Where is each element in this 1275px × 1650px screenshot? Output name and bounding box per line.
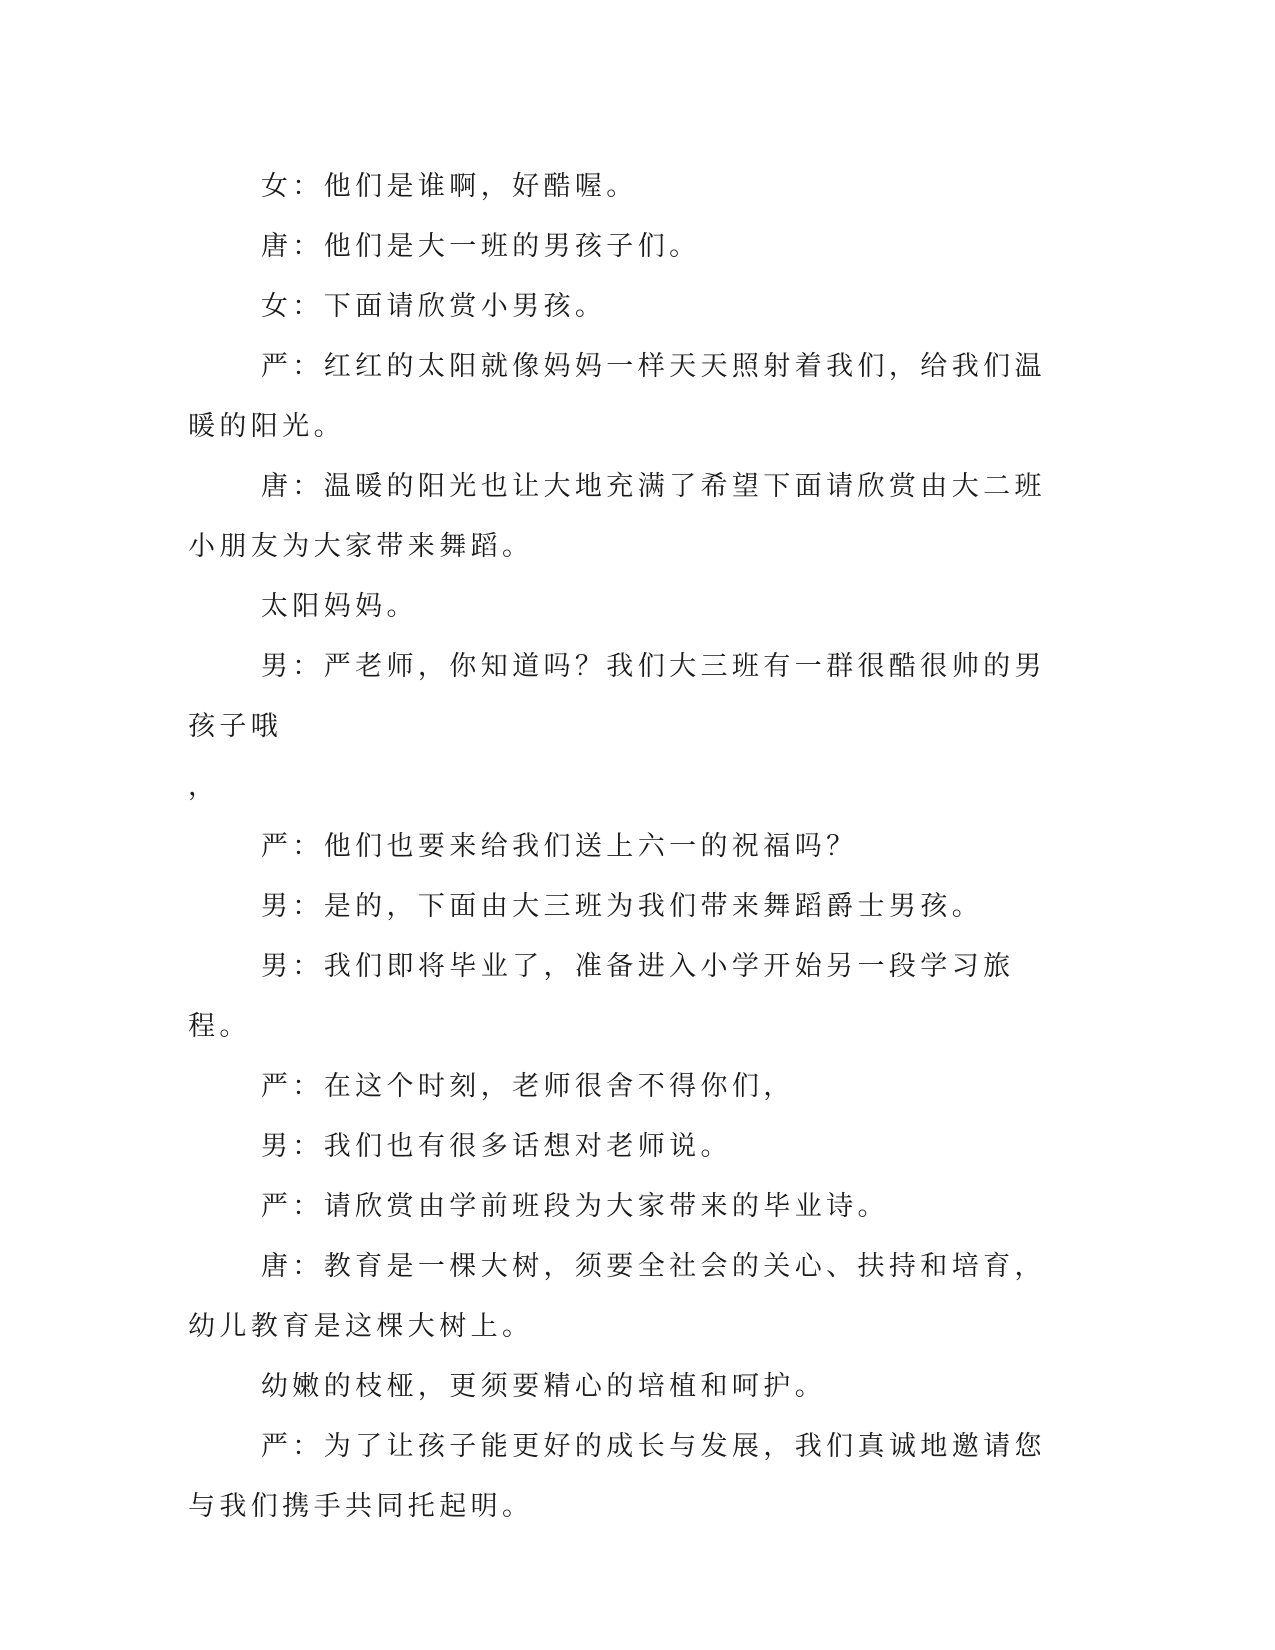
paragraph-17: 严：为了让孩子能更好的成长与发展，我们真诚地邀请您与我们携手共同托起明。 xyxy=(188,1431,1046,1522)
document-body xyxy=(188,157,1068,1537)
paragraph-15: 唐：教育是一棵大树，须要全社会的关心、扶持和培育，幼儿教育是这棵大树上。 xyxy=(188,1251,1046,1342)
paragraph-13: 男：我们也有很多话想对老师说。 xyxy=(260,1131,732,1162)
paragraph-9: 严：他们也要来给我们送上六一的祝福吗？ xyxy=(260,831,858,862)
paragraph-4: 严：红红的太阳就像妈妈一样天天照射着我们，给我们温暖的阳光。 xyxy=(188,351,1046,442)
paragraph-6: 太阳妈妈。 xyxy=(260,591,418,622)
paragraph-7: 男：严老师，你知道吗？我们大三班有一群很酷很帅的男孩子哦 xyxy=(188,651,1046,742)
paragraph-14: 严：请欣赏由学前班段为大家带来的毕业诗。 xyxy=(260,1191,889,1222)
paragraph-12: 严：在这个时刻，老师很舍不得你们， xyxy=(260,1071,795,1102)
paragraph-16: 幼嫩的枝桠，更须要精心的培植和呵护。 xyxy=(260,1371,827,1402)
paragraph-8: ， xyxy=(188,771,220,802)
paragraph-2: 唐：他们是大一班的男孩子们。 xyxy=(260,231,701,262)
paragraph-3: 女：下面请欣赏小男孩。 xyxy=(260,291,607,322)
paragraph-1: 女：他们是谁啊，好酷喔。 xyxy=(260,171,638,202)
paragraph-5: 唐：温暖的阳光也让大地充满了希望下面请欣赏由大二班小朋友为大家带来舞蹈。 xyxy=(188,471,1046,562)
paragraph-10: 男：是的，下面由大三班为我们带来舞蹈爵士男孩。 xyxy=(260,891,984,922)
paragraph-11: 男：我们即将毕业了，准备进入小学开始另一段学习旅程。 xyxy=(188,951,1015,1042)
